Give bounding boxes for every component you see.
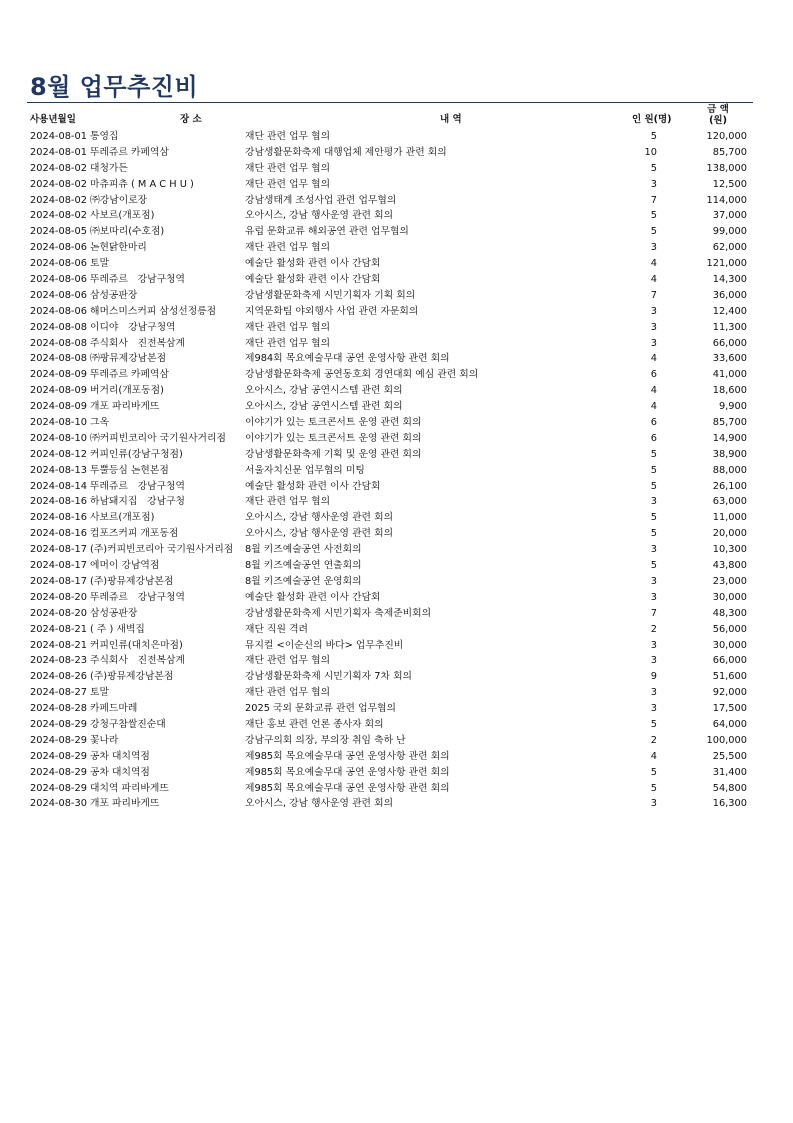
cell-date: 2024-08-02 [30,210,87,222]
cell-date: 2024-08-08 [30,337,87,349]
cell-amount: 31,400 [712,766,747,778]
table-row [0,208,793,224]
cell-amount: 11,000 [712,512,747,524]
table-row [0,336,793,352]
cell-amount: 120,000 [706,131,747,142]
cell-date: 2024-08-09 [30,369,87,381]
cell-description: 예술단 활성화 관련 이사 간담회 [245,274,381,286]
cell-people: 9 [650,671,657,683]
cell-amount: 30,000 [712,639,747,651]
cell-description: 제985회 목요예술무대 공연 운영사항 관련 회의 [245,782,450,794]
cell-date: 2024-08-12 [30,448,87,460]
page-title: 8월 업무추진비 [30,73,199,101]
cell-date: 2024-08-29 [30,734,87,746]
cell-description: 재단 관련 업무 협의 [245,162,331,174]
cell-place: 그옥 [90,417,109,429]
cell-date: 2024-08-23 [30,655,87,667]
cell-amount: 66,000 [712,337,747,349]
cell-people: 3 [650,305,657,317]
cell-place: (주)팡뮤제강남본점 [90,671,174,683]
header-description: 내 역 [440,114,462,125]
cell-description: 오아시스, 강남 공연시스템 관련 회의 [245,385,403,397]
cell-people: 3 [650,496,657,508]
cell-amount: 14,900 [712,432,747,444]
table-row [0,669,793,685]
cell-amount: 12,500 [712,178,747,190]
cell-description: 재단 관련 업무 협의 [245,242,331,254]
cell-amount: 66,000 [712,655,747,667]
cell-place: ( 주 ) 새벽집 [90,623,145,635]
cell-date: 2024-08-14 [30,480,87,492]
table-row [0,781,793,797]
cell-place: ㈜팡뮤제강남본점 [90,353,167,365]
cell-amount: 12,400 [712,305,747,317]
cell-date: 2024-08-02 [30,194,87,206]
cell-description: 오아시스, 강남 행사운영 관련 회의 [245,528,394,540]
cell-amount: 51,600 [712,671,747,683]
cell-date: 2024-08-27 [30,687,87,699]
table-row [0,749,793,765]
cell-place: 마츄피츄 ( M A C H U ) [90,178,194,190]
cell-date: 2024-08-06 [30,305,87,317]
cell-description: 이야기가 있는 토크콘서트 운영 관련 회의 [245,417,422,429]
cell-amount: 9,900 [718,401,747,413]
cell-amount: 14,300 [712,274,747,286]
table-row [0,240,793,256]
cell-people: 4 [650,274,657,286]
cell-amount: 11,300 [712,321,747,333]
cell-description: 재단 관련 업무 협의 [245,321,331,333]
cell-amount: 62,000 [712,242,747,254]
cell-date: 2024-08-01 [30,146,87,158]
cell-description: 강남생활문화축제 시민기획자 축제준비회의 [245,607,432,619]
table-header [0,104,793,130]
cell-amount: 18,600 [712,385,747,397]
cell-date: 2024-08-02 [30,178,87,190]
table-row [0,479,793,495]
cell-description: 오아시스, 강남 행사운영 관련 회의 [245,512,394,524]
table-row [0,463,793,479]
cell-amount: 138,000 [706,162,747,174]
cell-people: 3 [650,655,657,667]
cell-place: 이디야 강남구청역 [90,321,176,333]
cell-amount: 20,000 [712,528,747,540]
cell-date: 2024-08-21 [30,623,87,635]
cell-people: 2 [650,623,657,635]
cell-place: 삼성공판장 [90,289,138,301]
cell-date: 2024-08-29 [30,750,87,762]
cell-people: 2 [650,734,657,746]
table-row [0,304,793,320]
cell-amount: 16,300 [712,798,747,810]
cell-people: 5 [650,718,657,730]
cell-amount: 63,000 [712,496,747,508]
cell-date: 2024-08-01 [30,131,87,142]
cell-people: 5 [650,782,657,794]
table-row [0,622,793,638]
cell-description: 8월 키즈예술공연 사전회의 [245,544,362,556]
cell-place: ㈜보따리(수호점) [90,226,165,238]
cell-date: 2024-08-09 [30,385,87,397]
cell-place: 개포 파리바게뜨 [90,798,160,810]
table-row [0,415,793,431]
cell-description: 서울자치신문 업무협의 미팅 [245,464,365,476]
cell-place: 해머스미스커피 삼성선정릉점 [90,305,217,317]
cell-place: 커피인류(강남구청점) [90,448,183,460]
cell-amount: 17,500 [712,703,747,715]
expense-table-body [0,129,793,812]
cell-people: 5 [650,131,657,142]
cell-amount: 43,800 [712,560,747,572]
cell-description: 재단 관련 업무 협의 [245,687,331,699]
cell-description: 강남구의회 의장, 부의장 취임 축하 난 [245,734,406,746]
cell-place: 토말 [90,687,109,699]
cell-people: 3 [650,687,657,699]
table-row [0,177,793,193]
cell-place: ㈜강남이로장 [90,194,148,206]
table-row [0,590,793,606]
cell-amount: 121,000 [706,258,747,270]
table-row [0,542,793,558]
cell-description: 오아시스, 강남 행사운영 관련 회의 [245,798,394,810]
cell-description: 재단 관련 업무 협의 [245,496,331,508]
cell-amount: 114,000 [706,194,747,206]
cell-place: 뚜레쥬르 강남구청역 [90,274,185,286]
cell-place: 커피인류(대치은마점) [90,639,183,651]
cell-description: 제985회 목요예술무대 공연 운영사항 관련 회의 [245,750,450,762]
header-people: 인 원(명) [632,114,672,125]
table-row [0,288,793,304]
cell-description: 재단 관련 업무 협의 [245,337,331,349]
table-row [0,224,793,240]
cell-date: 2024-08-17 [30,575,87,587]
cell-people: 5 [650,528,657,540]
table-row [0,796,793,812]
cell-description: 제984회 목요예술무대 공연 운영사항 관련 회의 [245,353,450,365]
table-row [0,606,793,622]
cell-people: 3 [650,321,657,333]
table-row [0,701,793,717]
cell-date: 2024-08-06 [30,274,87,286]
cell-people: 3 [650,703,657,715]
cell-people: 3 [650,639,657,651]
cell-date: 2024-08-08 [30,353,87,365]
cell-place: (주)커피빈코리아 국기원사거리점 [90,544,234,556]
cell-people: 5 [650,464,657,476]
cell-place: 투뿔등심 논현본점 [90,464,169,476]
cell-description: 오아시스, 강남 공연시스템 관련 회의 [245,401,403,413]
table-row [0,129,793,145]
cell-description: 강남생태계 조성사업 관련 업무협의 [245,194,397,206]
cell-place: 뚜레쥬르 강남구청역 [90,591,185,603]
cell-people: 3 [650,591,657,603]
cell-amount: 92,000 [712,687,747,699]
cell-amount: 56,000 [712,623,747,635]
cell-place: 버거리(개포동점) [90,385,164,397]
cell-date: 2024-08-16 [30,496,87,508]
table-row [0,733,793,749]
cell-people: 5 [650,210,657,222]
cell-description: 재단 관련 업무 협의 [245,131,331,142]
cell-date: 2024-08-13 [30,464,87,476]
cell-description: 강남생활문화축제 공연동호회 경연대회 예심 관련 회의 [245,369,479,381]
cell-place: 주식회사 진전복삼계 [90,655,185,667]
cell-amount: 26,100 [712,480,747,492]
cell-place: 주식회사 진전복삼계 [90,337,185,349]
cell-people: 5 [650,448,657,460]
cell-people: 4 [650,401,657,413]
cell-people: 10 [644,146,657,158]
cell-people: 3 [650,242,657,254]
cell-amount: 41,000 [712,369,747,381]
cell-amount: 23,000 [712,575,747,587]
cell-amount: 48,300 [712,607,747,619]
cell-description: 8월 키즈예술공연 연출회의 [245,560,362,572]
cell-amount: 37,000 [712,210,747,222]
cell-date: 2024-08-28 [30,703,87,715]
cell-people: 5 [650,512,657,524]
cell-amount: 85,700 [712,417,747,429]
table-row [0,494,793,510]
cell-people: 5 [650,480,657,492]
table-row [0,256,793,272]
header-date: 사용년월일 [30,114,76,125]
table-row [0,161,793,177]
cell-date: 2024-08-10 [30,432,87,444]
cell-description: 재단 홍보 관련 언론 종사자 회의 [245,718,384,730]
table-row [0,145,793,161]
table-row [0,638,793,654]
cell-place: 하남돼지집 강남구청 [90,496,185,508]
table-row [0,447,793,463]
cell-description: 강남생활문화축제 대행업체 제안평가 관련 회의 [245,146,447,158]
cell-date: 2024-08-21 [30,639,87,651]
cell-amount: 64,000 [712,718,747,730]
cell-place: 공차 대치역점 [90,750,150,762]
cell-place: 토말 [90,258,109,270]
cell-description: 8월 키즈예술공연 운영회의 [245,575,362,587]
cell-place: 사보르(개포점) [90,512,155,524]
cell-description: 재단 관련 업무 협의 [245,178,331,190]
cell-place: 사보르(개포점) [90,210,155,222]
cell-place: 삼성공판장 [90,607,138,619]
cell-people: 7 [650,194,657,206]
cell-place: 컴포즈커피 개포동점 [90,528,179,540]
cell-people: 4 [650,750,657,762]
cell-date: 2024-08-06 [30,289,87,301]
cell-description: 지역문화팀 야외행사 사업 관련 자문회의 [245,305,419,317]
table-row [0,367,793,383]
cell-place: 카페드마레 [90,703,138,715]
cell-date: 2024-08-08 [30,321,87,333]
cell-people: 3 [650,575,657,587]
cell-date: 2024-08-26 [30,671,87,683]
cell-place: ㈜커피빈코리아 국기원사거리점 [90,432,226,444]
table-row [0,717,793,733]
cell-date: 2024-08-16 [30,512,87,524]
cell-place: 개포 파리바게뜨 [90,401,160,413]
cell-people: 5 [650,226,657,238]
cell-amount: 38,900 [712,448,747,460]
cell-date: 2024-08-30 [30,798,87,810]
cell-amount: 25,500 [712,750,747,762]
cell-people: 3 [650,544,657,556]
cell-people: 6 [650,417,657,429]
cell-place: 뚜레쥬르 강남구청역 [90,480,185,492]
cell-date: 2024-08-02 [30,162,87,174]
table-row [0,526,793,542]
cell-place: 공차 대치역점 [90,766,150,778]
cell-amount: 30,000 [712,591,747,603]
table-row [0,272,793,288]
table-row [0,351,793,367]
cell-people: 7 [650,607,657,619]
cell-place: (주)팡뮤제강남본점 [90,575,174,587]
cell-date: 2024-08-06 [30,258,87,270]
cell-people: 4 [650,385,657,397]
cell-description: 오아시스, 강남 행사운영 관련 회의 [245,210,394,222]
table-row [0,765,793,781]
cell-place: 강청구참쌀진순대 [90,718,166,730]
cell-date: 2024-08-29 [30,782,87,794]
cell-place: 에머이 강남역점 [90,560,160,572]
table-row [0,558,793,574]
cell-people: 4 [650,353,657,365]
cell-date: 2024-08-20 [30,591,87,603]
cell-amount: 88,000 [712,464,747,476]
cell-place: 뚜레쥬르 카페역삼 [90,369,169,381]
cell-description: 강남생활문화축제 시민기획자 기획 회의 [245,289,416,301]
cell-place: 대청가든 [90,162,128,174]
table-row [0,574,793,590]
cell-description: 예술단 활성화 관련 이사 간담회 [245,480,381,492]
cell-people: 5 [650,766,657,778]
cell-people: 6 [650,369,657,381]
cell-people: 6 [650,432,657,444]
cell-date: 2024-08-20 [30,607,87,619]
cell-place: 뚜레쥬르 카페역삼 [90,146,169,158]
cell-people: 3 [650,798,657,810]
cell-date: 2024-08-17 [30,544,87,556]
table-row [0,399,793,415]
cell-people: 3 [650,337,657,349]
cell-date: 2024-08-29 [30,718,87,730]
cell-description: 이야기가 있는 토크콘서트 운영 관련 회의 [245,432,422,444]
cell-description: 예술단 활성화 관련 이사 간담회 [245,258,381,270]
cell-people: 5 [650,162,657,174]
header-amount: 금 액 (원) [707,104,729,126]
table-row [0,383,793,399]
table-row [0,193,793,209]
cell-amount: 10,300 [712,544,747,556]
cell-date: 2024-08-09 [30,401,87,413]
table-row [0,431,793,447]
header-place: 장 소 [180,114,202,125]
cell-place: 논현닭한마리 [90,242,147,254]
cell-date: 2024-08-17 [30,560,87,572]
cell-place: 대치역 파리바게뜨 [90,782,169,794]
cell-description: 제985회 목요예술무대 공연 운영사항 관련 회의 [245,766,450,778]
cell-date: 2024-08-05 [30,226,87,238]
cell-place: 꽃나라 [90,734,119,746]
cell-date: 2024-08-10 [30,417,87,429]
cell-place: 통영집 [90,131,119,142]
cell-description: 강남생활문화축제 기획 및 운영 관련 회의 [245,448,422,460]
cell-amount: 54,800 [712,782,747,794]
cell-description: 2025 국외 문화교류 관련 업무협의 [245,703,396,715]
cell-amount: 85,700 [712,146,747,158]
table-row [0,653,793,669]
cell-amount: 33,600 [712,353,747,365]
cell-description: 강남생활문화축제 시민기획자 7차 회의 [245,671,412,683]
table-row [0,510,793,526]
cell-date: 2024-08-16 [30,528,87,540]
cell-amount: 36,000 [712,289,747,301]
cell-date: 2024-08-06 [30,242,87,254]
table-row [0,320,793,336]
cell-people: 5 [650,560,657,572]
cell-description: 재단 직원 격려 [245,623,309,635]
table-row [0,685,793,701]
cell-description: 유럽 문화교류 해외공연 관련 업무협의 [245,226,409,238]
cell-people: 3 [650,178,657,190]
cell-amount: 100,000 [706,734,747,746]
cell-amount: 99,000 [712,226,747,238]
cell-description: 예술단 활성화 관련 이사 간담회 [245,591,381,603]
cell-description: 재단 관련 업무 협의 [245,655,331,667]
title-divider [27,102,753,103]
cell-description: 뮤지컬 <이순신의 바다> 업무추진비 [245,639,404,651]
cell-people: 4 [650,258,657,270]
cell-date: 2024-08-29 [30,766,87,778]
cell-people: 7 [650,289,657,301]
